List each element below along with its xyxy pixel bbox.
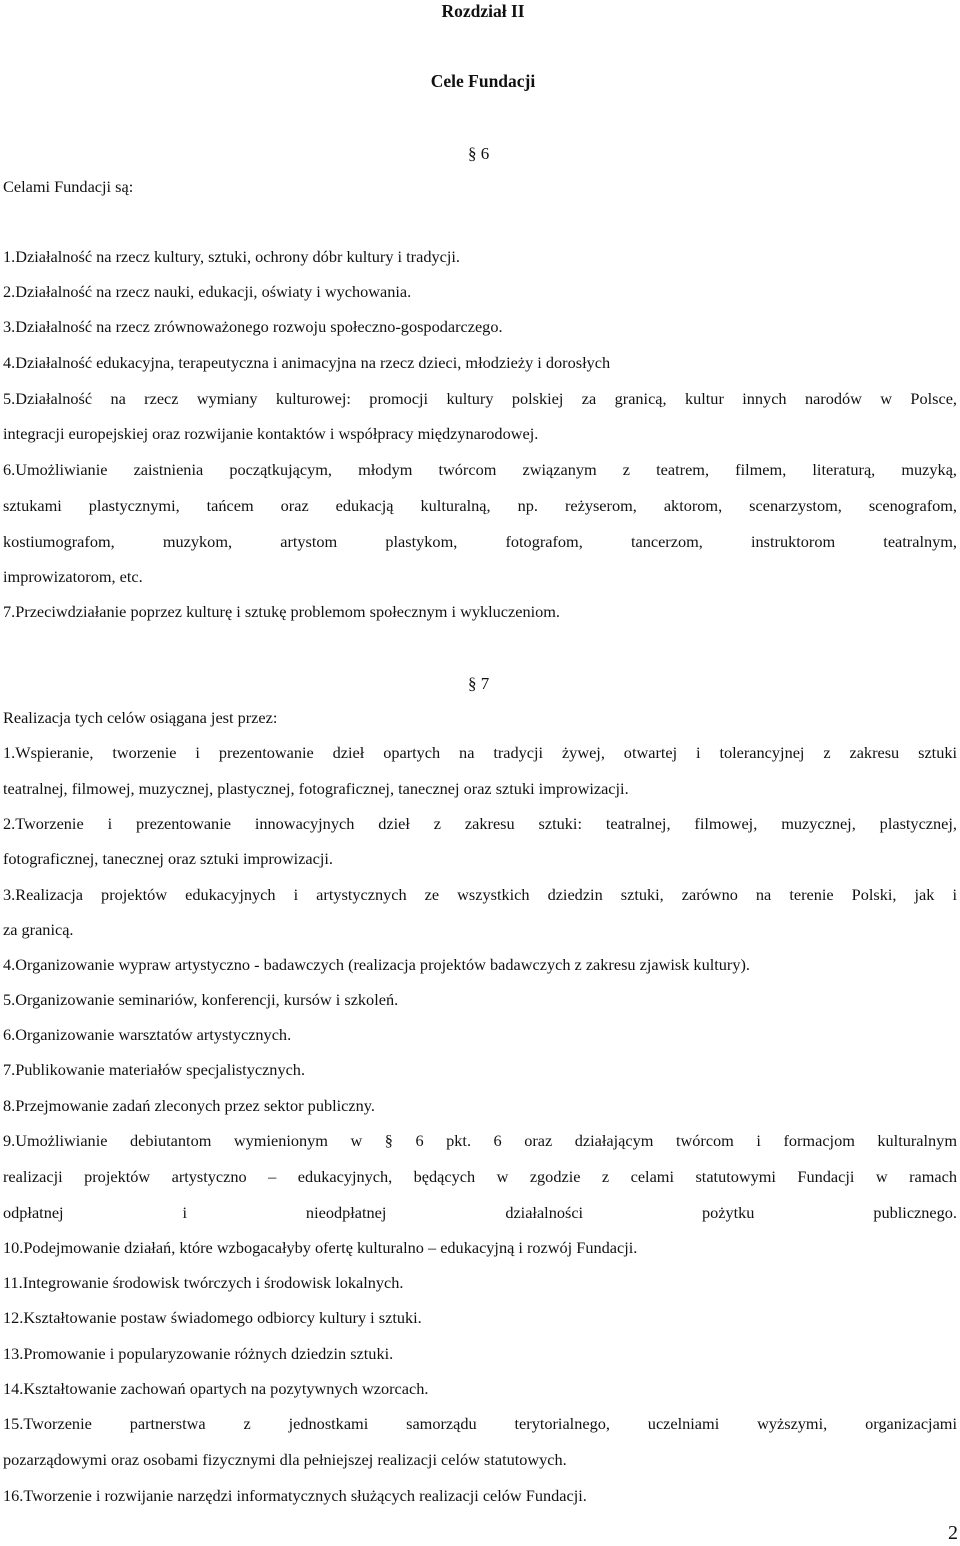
s6-line-9: kostiumografom, muzykom, artystom plastykom, fotografom, tancerzom, instruktorom teatralnym, [3,532,957,551]
s7-line-21: pozarządowymi oraz osobami fizycznymi dla pełniejszej realizacji celów statutowych. [3,1450,567,1469]
s7-line-9: 6.Organizowanie warsztatów artystycznych. [3,1025,292,1044]
s7-line-4: fotograficznej, tanecznej oraz sztuki improwizacji. [3,849,333,868]
section-6-marker: § 6 [468,144,490,163]
s6-line-7: 6.Umożliwianie zaistnienia początkującym, młodym twórcom związanym z teatrem, filmem, literaturą, muzyką, [3,460,957,479]
s7-line-16: 11.Integrowanie środowisk twórczych i środowisk lokalnych. [3,1273,404,1292]
s6-line-1: 1.Działalność na rzecz kultury, sztuki, ochrony dóbr kultury i tradycji. [3,247,460,266]
s7-line-1: 1.Wspieranie, tworzenie i prezentowanie dzieł opartych na tradycji żywej, otwartej i tolerancyjnej z zakresu sztuki [3,743,957,762]
s7-line-20: 15.Tworzenie partnerstwa z jednostkami samorządu terytorialnego, uczelniami wyższymi, organizacjami [3,1414,957,1433]
s7-line-11: 8.Przejmowanie zadań zleconych przez sektor publiczny. [3,1096,375,1115]
section-7-intro: Realizacja tych celów osiągana jest przez: [3,708,278,727]
s7-line-3: 2.Tworzenie i prezentowanie innowacyjnych dzieł z zakresu sztuki: teatralnej, filmowej, muzycznej, plastycznej, [3,814,957,833]
s7-line-18: 13.Promowanie i popularyzowanie różnych dziedzin sztuki. [3,1344,394,1363]
s6-line-6: integracji europejskiej oraz rozwijanie kontaktów i współpracy międzynarodowej. [3,424,539,443]
s6-line-8: sztukami plastycznymi, tańcem oraz edukacją kulturalną, np. reżyserom, aktorom, scenarzystom, scenografom, [3,496,957,515]
chapter-subtitle: Cele Fundacji [430,71,536,91]
s6-line-10: improwizatorom, etc. [3,567,143,586]
chapter-title: Rozdział II [441,1,525,21]
s7-line-15: 10.Podejmowanie działań, które wzbogacałyby ofertę kulturalno – edukacyjną i rozwój Fundacji. [3,1238,638,1257]
s7-line-17: 12.Kształtowanie postaw świadomego odbiorcy kultury i sztuki. [3,1308,422,1327]
s6-line-11: 7.Przeciwdziałanie poprzez kulturę i sztukę problemom społecznym i wykluczeniom. [3,602,560,621]
section-7-marker: § 7 [468,674,490,693]
s7-line-22: 16.Tworzenie i rozwijanie narzędzi informatycznych służących realizacji celów Fundacji. [3,1486,587,1505]
s6-line-2: 2.Działalność na rzecz nauki, edukacji, oświaty i wychowania. [3,282,412,301]
page-number: 2 [948,1522,958,1544]
s7-line-2: teatralnej, filmowej, muzycznej, plastycznej, fotograficznej, tanecznej oraz sztuki improwizacji. [3,779,629,798]
s7-line-5: 3.Realizacja projektów edukacyjnych i artystycznych ze wszystkich dziedzin sztuki, zarówno na terenie Polski, jak i [3,885,957,904]
s7-line-13: realizacji projektów artystyczno – edukacyjnych, będących w zgodzie z celami statutowymi Fundacji w ramach [3,1167,957,1186]
s7-line-19: 14.Kształtowanie zachowań opartych na pozytywnych wzorcach. [3,1379,429,1398]
s7-line-12: 9.Umożliwianie debiutantom wymienionym w § 6 pkt. 6 oraz działającym twórcom i formacjom kulturalnym [3,1131,957,1150]
s7-line-14: odpłatnej i nieodpłatnej działalności pożytku publicznego. [3,1203,957,1222]
s7-line-8: 5.Organizowanie seminariów, konferencji, kursów i szkoleń. [3,990,399,1009]
s6-line-4: 4.Działalność edukacyjna, terapeutyczna i animacyjna na rzecz dzieci, młodzieży i dorosłych [3,353,611,372]
s7-line-7: 4.Organizowanie wypraw artystyczno - badawczych (realizacja projektów badawczych z zakresu zjawisk kultury). [3,955,750,974]
s6-line-5: 5.Działalność na rzecz wymiany kulturowej: promocji kultury polskiej za granicą, kultur innych narodów w Polsce, [3,389,957,408]
section-6-intro: Celami Fundacji są: [3,177,134,196]
s7-line-10: 7.Publikowanie materiałów specjalistycznych. [3,1060,306,1079]
s7-line-6: za granicą. [3,920,74,939]
s6-line-3: 3.Działalność na rzecz zrównoważonego rozwoju społeczno-gospodarczego. [3,317,503,336]
